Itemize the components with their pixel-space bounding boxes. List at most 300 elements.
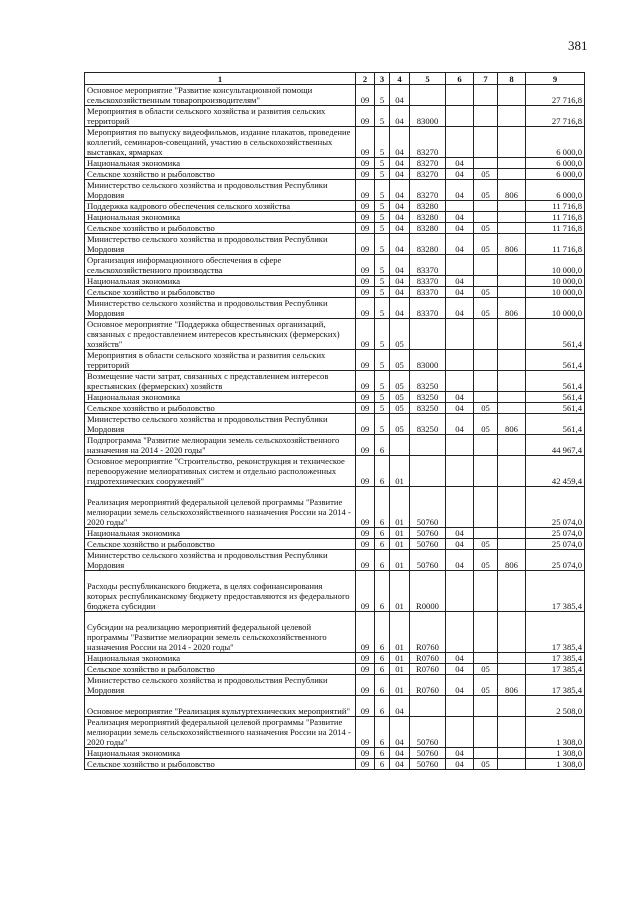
- table-row: [85, 234, 585, 255]
- code-target-cell: [410, 456, 446, 487]
- code-subsection-cell: 04: [390, 106, 410, 127]
- item-name-cell: Министерство сельского хозяйства и продовольствия Республики Мордовия: [85, 675, 356, 696]
- code-min-cell: 09: [356, 106, 375, 127]
- amount-cell: 17 385,4: [526, 653, 585, 664]
- amount-cell: 2 508,0: [526, 696, 585, 717]
- code-min-cell: 09: [356, 675, 375, 696]
- code-target-cell: R0000: [410, 571, 446, 612]
- code-section-cell: 5: [375, 287, 390, 298]
- item-name-cell: Сельское хозяйство и рыболовство: [85, 539, 356, 550]
- code-group-cell: [446, 456, 474, 487]
- item-name-cell: Организация информационного обеспечения в сфере сельскохозяйственного производства: [85, 255, 356, 276]
- table-row: [85, 127, 585, 158]
- code-subsection-cell: 04: [390, 276, 410, 287]
- code-expense-cell: [498, 717, 526, 748]
- code-expense-cell: 806: [498, 234, 526, 255]
- item-name-cell: Основное мероприятие "Реализация культуртехнических мероприятий": [85, 696, 356, 717]
- table-row: [85, 180, 585, 201]
- code-subgroup-cell: 05: [474, 223, 498, 234]
- table-row: [85, 539, 585, 550]
- table-row: [85, 201, 585, 212]
- code-subsection-cell: 01: [390, 612, 410, 653]
- code-section-cell: 5: [375, 350, 390, 371]
- code-section-cell: 5: [375, 85, 390, 106]
- item-name-cell: Сельское хозяйство и рыболовство: [85, 169, 356, 180]
- item-name-cell: Мероприятия в области сельского хозяйства и развития сельских территорий: [85, 350, 356, 371]
- code-subgroup-cell: 05: [474, 234, 498, 255]
- code-expense-cell: 806: [498, 180, 526, 201]
- item-name-cell: Министерство сельского хозяйства и продовольствия Республики Мордовия: [85, 414, 356, 435]
- code-section-cell: 6: [375, 653, 390, 664]
- code-group-cell: 04: [446, 539, 474, 550]
- code-expense-cell: [498, 212, 526, 223]
- amount-cell: 17 385,4: [526, 571, 585, 612]
- code-target-cell: R0760: [410, 612, 446, 653]
- amount-cell: 17 385,4: [526, 612, 585, 653]
- table-row: [85, 85, 585, 106]
- header-cell: 5: [410, 73, 446, 85]
- code-subsection-cell: 01: [390, 528, 410, 539]
- table-body: [85, 85, 585, 770]
- code-section-cell: 6: [375, 748, 390, 759]
- code-group-cell: 04: [446, 212, 474, 223]
- header-cell: 6: [446, 73, 474, 85]
- code-subgroup-cell: 05: [474, 675, 498, 696]
- code-section-cell: 6: [375, 696, 390, 717]
- code-group-cell: 04: [446, 675, 474, 696]
- code-min-cell: 09: [356, 487, 375, 528]
- code-target-cell: 83250: [410, 371, 446, 392]
- code-subsection-cell: 04: [390, 85, 410, 106]
- code-min-cell: 09: [356, 456, 375, 487]
- code-group-cell: [446, 696, 474, 717]
- code-group-cell: 04: [446, 528, 474, 539]
- code-section-cell: 5: [375, 319, 390, 350]
- code-section-cell: 5: [375, 169, 390, 180]
- table-row: [85, 664, 585, 675]
- table-row: [85, 350, 585, 371]
- code-target-cell: 50760: [410, 748, 446, 759]
- code-expense-cell: [498, 350, 526, 371]
- code-subsection-cell: 05: [390, 350, 410, 371]
- code-group-cell: 04: [446, 298, 474, 319]
- code-target-cell: 83000: [410, 106, 446, 127]
- amount-cell: 561,4: [526, 403, 585, 414]
- item-name-cell: Сельское хозяйство и рыболовство: [85, 759, 356, 770]
- code-min-cell: 09: [356, 759, 375, 770]
- code-min-cell: 09: [356, 696, 375, 717]
- code-group-cell: 04: [446, 653, 474, 664]
- code-subsection-cell: 05: [390, 371, 410, 392]
- code-min-cell: 09: [356, 664, 375, 675]
- code-group-cell: [446, 371, 474, 392]
- table-row: [85, 748, 585, 759]
- code-group-cell: 04: [446, 759, 474, 770]
- code-subgroup-cell: 05: [474, 180, 498, 201]
- header-cell: 2: [356, 73, 375, 85]
- code-target-cell: 83370: [410, 255, 446, 276]
- code-section-cell: 6: [375, 487, 390, 528]
- table-row: [85, 298, 585, 319]
- code-expense-cell: [498, 319, 526, 350]
- code-target-cell: 83370: [410, 298, 446, 319]
- code-target-cell: 50760: [410, 528, 446, 539]
- code-subgroup-cell: [474, 255, 498, 276]
- item-name-cell: Основное мероприятие "Развитие консультационной помощи сельскохозяйственным товаропроизводителям": [85, 85, 356, 106]
- code-subsection-cell: 01: [390, 456, 410, 487]
- table-row: [85, 487, 585, 528]
- code-target-cell: 50760: [410, 539, 446, 550]
- table-row: [85, 435, 585, 456]
- amount-cell: 6 000,0: [526, 169, 585, 180]
- table-row: [85, 287, 585, 298]
- code-section-cell: 5: [375, 234, 390, 255]
- code-min-cell: 09: [356, 201, 375, 212]
- code-target-cell: 83280: [410, 223, 446, 234]
- code-subsection-cell: 01: [390, 653, 410, 664]
- item-name-cell: Национальная экономика: [85, 212, 356, 223]
- code-section-cell: 5: [375, 298, 390, 319]
- amount-cell: 6 000,0: [526, 158, 585, 169]
- code-min-cell: 09: [356, 371, 375, 392]
- code-expense-cell: [498, 653, 526, 664]
- item-name-cell: Возмещение части затрат, связанных с представлением интересов крестьянских (фермерских) хозяйств: [85, 371, 356, 392]
- code-section-cell: 5: [375, 276, 390, 287]
- code-group-cell: 04: [446, 748, 474, 759]
- amount-cell: 10 000,0: [526, 276, 585, 287]
- code-target-cell: 83270: [410, 127, 446, 158]
- code-subsection-cell: 04: [390, 287, 410, 298]
- code-subgroup-cell: [474, 748, 498, 759]
- code-expense-cell: [498, 528, 526, 539]
- code-section-cell: 6: [375, 456, 390, 487]
- code-target-cell: [410, 435, 446, 456]
- code-subsection-cell: 04: [390, 201, 410, 212]
- code-target-cell: 83250: [410, 414, 446, 435]
- code-subgroup-cell: [474, 571, 498, 612]
- code-expense-cell: [498, 392, 526, 403]
- code-target-cell: 50760: [410, 550, 446, 571]
- item-name-cell: Сельское хозяйство и рыболовство: [85, 223, 356, 234]
- code-expense-cell: [498, 158, 526, 169]
- code-target-cell: 83280: [410, 212, 446, 223]
- amount-cell: 17 385,4: [526, 664, 585, 675]
- code-expense-cell: [498, 371, 526, 392]
- table-row: [85, 223, 585, 234]
- amount-cell: 25 074,0: [526, 487, 585, 528]
- code-min-cell: 09: [356, 550, 375, 571]
- code-section-cell: 6: [375, 675, 390, 696]
- code-min-cell: 09: [356, 85, 375, 106]
- code-section-cell: 5: [375, 201, 390, 212]
- code-group-cell: [446, 350, 474, 371]
- code-min-cell: 09: [356, 350, 375, 371]
- item-name-cell: Министерство сельского хозяйства и продовольствия Республики Мордовия: [85, 234, 356, 255]
- code-subsection-cell: 04: [390, 127, 410, 158]
- code-group-cell: [446, 717, 474, 748]
- code-min-cell: 09: [356, 276, 375, 287]
- table-row: [85, 528, 585, 539]
- code-section-cell: 6: [375, 528, 390, 539]
- table-row: [85, 403, 585, 414]
- code-target-cell: R0760: [410, 664, 446, 675]
- table-row: [85, 212, 585, 223]
- code-subsection-cell: [390, 435, 410, 456]
- amount-cell: 25 074,0: [526, 528, 585, 539]
- code-section-cell: 5: [375, 371, 390, 392]
- code-group-cell: [446, 435, 474, 456]
- header-cell: 8: [498, 73, 526, 85]
- item-name-cell: Реализация мероприятий федеральной целевой программы "Развитие мелиорации земель сельскохозяйственного назначения России на 2014 - 2020 годы": [85, 717, 356, 748]
- table-row: [85, 319, 585, 350]
- item-name-cell: Расходы республиканского бюджета, в целях софинансирования которых республиканскому бюджету предоставляются из федерального бюджета субсидии: [85, 571, 356, 612]
- table-row: [85, 612, 585, 653]
- code-subgroup-cell: [474, 319, 498, 350]
- code-subsection-cell: 04: [390, 234, 410, 255]
- code-target-cell: 83280: [410, 234, 446, 255]
- code-subgroup-cell: 05: [474, 414, 498, 435]
- code-target-cell: 83370: [410, 287, 446, 298]
- item-name-cell: Основное мероприятие "Поддержка общественных организаций, связанных с предоставлением интересов крестьянских (фермерских) хозяйств": [85, 319, 356, 350]
- code-subsection-cell: 04: [390, 212, 410, 223]
- item-name-cell: Национальная экономика: [85, 392, 356, 403]
- item-name-cell: Основное мероприятие "Строительство, реконструкция и техническое перевооружение мелиоративных систем и отдельно расположенных гидротехнических сооружений": [85, 456, 356, 487]
- code-min-cell: 09: [356, 414, 375, 435]
- table-row: [85, 571, 585, 612]
- code-subsection-cell: 05: [390, 319, 410, 350]
- code-subsection-cell: 05: [390, 392, 410, 403]
- item-name-cell: Национальная экономика: [85, 653, 356, 664]
- code-subsection-cell: 04: [390, 717, 410, 748]
- code-target-cell: 50760: [410, 487, 446, 528]
- code-subgroup-cell: 05: [474, 664, 498, 675]
- code-expense-cell: [498, 127, 526, 158]
- table-row: [85, 276, 585, 287]
- code-min-cell: 09: [356, 255, 375, 276]
- amount-cell: 25 074,0: [526, 539, 585, 550]
- code-min-cell: 09: [356, 717, 375, 748]
- item-name-cell: Мероприятия в области сельского хозяйства и развития сельских территорий: [85, 106, 356, 127]
- code-expense-cell: 806: [498, 414, 526, 435]
- code-expense-cell: [498, 223, 526, 234]
- code-target-cell: 83280: [410, 201, 446, 212]
- amount-cell: 1 308,0: [526, 748, 585, 759]
- code-subgroup-cell: [474, 106, 498, 127]
- code-subgroup-cell: 05: [474, 403, 498, 414]
- code-group-cell: [446, 487, 474, 528]
- code-group-cell: [446, 612, 474, 653]
- table-header-row: [85, 73, 585, 85]
- code-section-cell: 5: [375, 180, 390, 201]
- amount-cell: 11 716,8: [526, 212, 585, 223]
- amount-cell: 10 000,0: [526, 255, 585, 276]
- code-section-cell: 5: [375, 223, 390, 234]
- table-row: [85, 371, 585, 392]
- code-min-cell: 09: [356, 539, 375, 550]
- code-section-cell: 6: [375, 539, 390, 550]
- table-row: [85, 696, 585, 717]
- code-target-cell: [410, 696, 446, 717]
- code-target-cell: 83250: [410, 392, 446, 403]
- code-subgroup-cell: [474, 717, 498, 748]
- code-subgroup-cell: [474, 350, 498, 371]
- table-row: [85, 158, 585, 169]
- table-row: [85, 414, 585, 435]
- item-name-cell: Министерство сельского хозяйства и продовольствия Республики Мордовия: [85, 550, 356, 571]
- header-cell: 3: [375, 73, 390, 85]
- table-row: [85, 169, 585, 180]
- code-section-cell: 6: [375, 717, 390, 748]
- code-subsection-cell: 01: [390, 675, 410, 696]
- table-row: [85, 106, 585, 127]
- header-cell: 7: [474, 73, 498, 85]
- item-name-cell: Национальная экономика: [85, 276, 356, 287]
- code-group-cell: 04: [446, 223, 474, 234]
- code-expense-cell: [498, 201, 526, 212]
- code-expense-cell: [498, 539, 526, 550]
- budget-table: [84, 72, 585, 770]
- table-row: [85, 392, 585, 403]
- code-section-cell: 6: [375, 435, 390, 456]
- table-row: [85, 255, 585, 276]
- code-min-cell: 09: [356, 319, 375, 350]
- code-group-cell: 04: [446, 180, 474, 201]
- code-subsection-cell: 04: [390, 759, 410, 770]
- code-group-cell: 04: [446, 287, 474, 298]
- item-name-cell: Министерство сельского хозяйства и продовольствия Республики Мордовия: [85, 298, 356, 319]
- code-subsection-cell: 05: [390, 414, 410, 435]
- code-min-cell: 09: [356, 223, 375, 234]
- code-min-cell: 09: [356, 392, 375, 403]
- code-group-cell: 04: [446, 664, 474, 675]
- code-subgroup-cell: [474, 201, 498, 212]
- code-target-cell: 83370: [410, 276, 446, 287]
- code-expense-cell: [498, 435, 526, 456]
- item-name-cell: Национальная экономика: [85, 528, 356, 539]
- amount-cell: 44 967,4: [526, 435, 585, 456]
- code-expense-cell: [498, 612, 526, 653]
- code-expense-cell: [498, 748, 526, 759]
- item-name-cell: Сельское хозяйство и рыболовство: [85, 664, 356, 675]
- amount-cell: 561,4: [526, 414, 585, 435]
- code-min-cell: 09: [356, 169, 375, 180]
- code-group-cell: 04: [446, 414, 474, 435]
- code-subgroup-cell: [474, 85, 498, 106]
- table-row: [85, 653, 585, 664]
- code-section-cell: 6: [375, 571, 390, 612]
- code-target-cell: 50760: [410, 759, 446, 770]
- code-subsection-cell: 01: [390, 539, 410, 550]
- code-subsection-cell: 04: [390, 158, 410, 169]
- code-group-cell: [446, 255, 474, 276]
- amount-cell: 10 000,0: [526, 287, 585, 298]
- code-subgroup-cell: [474, 487, 498, 528]
- code-min-cell: 09: [356, 653, 375, 664]
- code-subsection-cell: 04: [390, 223, 410, 234]
- code-min-cell: 09: [356, 180, 375, 201]
- code-expense-cell: [498, 255, 526, 276]
- amount-cell: 11 716,8: [526, 223, 585, 234]
- header-cell: 4: [390, 73, 410, 85]
- code-target-cell: 83000: [410, 350, 446, 371]
- code-target-cell: R0760: [410, 675, 446, 696]
- item-name-cell: Подпрограмма "Развитие мелиорации земель сельскохозяйственного назначения на 2014 - 2020 годы": [85, 435, 356, 456]
- code-expense-cell: [498, 287, 526, 298]
- code-section-cell: 5: [375, 106, 390, 127]
- code-expense-cell: [498, 169, 526, 180]
- amount-cell: 1 308,0: [526, 759, 585, 770]
- code-target-cell: 83270: [410, 169, 446, 180]
- code-min-cell: 09: [356, 748, 375, 759]
- code-section-cell: 5: [375, 127, 390, 158]
- code-group-cell: 04: [446, 158, 474, 169]
- amount-cell: 11 716,8: [526, 201, 585, 212]
- code-min-cell: 09: [356, 127, 375, 158]
- code-expense-cell: 806: [498, 550, 526, 571]
- code-group-cell: 04: [446, 234, 474, 255]
- code-group-cell: 04: [446, 392, 474, 403]
- code-subgroup-cell: [474, 528, 498, 539]
- code-subsection-cell: 04: [390, 255, 410, 276]
- amount-cell: 42 459,4: [526, 456, 585, 487]
- code-min-cell: 09: [356, 571, 375, 612]
- code-expense-cell: [498, 571, 526, 612]
- item-name-cell: Поддержка кадрового обеспечения сельского хозяйства: [85, 201, 356, 212]
- code-expense-cell: [498, 664, 526, 675]
- code-section-cell: 6: [375, 759, 390, 770]
- code-expense-cell: [498, 276, 526, 287]
- code-expense-cell: [498, 487, 526, 528]
- code-min-cell: 09: [356, 298, 375, 319]
- code-min-cell: 09: [356, 403, 375, 414]
- code-subsection-cell: 04: [390, 748, 410, 759]
- amount-cell: 561,4: [526, 371, 585, 392]
- code-expense-cell: [498, 106, 526, 127]
- code-subgroup-cell: 05: [474, 550, 498, 571]
- item-name-cell: Национальная экономика: [85, 748, 356, 759]
- code-section-cell: 6: [375, 550, 390, 571]
- code-subsection-cell: 04: [390, 169, 410, 180]
- item-name-cell: Субсидии на реализацию мероприятий федеральной целевой программы "Развитие мелиорации земель сельскохозяйственного назначения России на 2014 - 2020 годы": [85, 612, 356, 653]
- code-subgroup-cell: [474, 696, 498, 717]
- code-section-cell: 5: [375, 414, 390, 435]
- item-name-cell: Министерство сельского хозяйства и продовольствия Республики Мордовия: [85, 180, 356, 201]
- code-group-cell: [446, 571, 474, 612]
- code-section-cell: 5: [375, 212, 390, 223]
- code-group-cell: [446, 106, 474, 127]
- code-section-cell: 5: [375, 158, 390, 169]
- amount-cell: 6 000,0: [526, 180, 585, 201]
- code-expense-cell: [498, 696, 526, 717]
- code-target-cell: 50760: [410, 717, 446, 748]
- code-subgroup-cell: 05: [474, 539, 498, 550]
- code-section-cell: 6: [375, 612, 390, 653]
- code-subsection-cell: 01: [390, 550, 410, 571]
- code-subgroup-cell: [474, 158, 498, 169]
- amount-cell: 561,4: [526, 350, 585, 371]
- amount-cell: 25 074,0: [526, 550, 585, 571]
- code-min-cell: 09: [356, 234, 375, 255]
- code-group-cell: 04: [446, 550, 474, 571]
- code-min-cell: 09: [356, 528, 375, 539]
- code-subgroup-cell: [474, 212, 498, 223]
- amount-cell: 10 000,0: [526, 298, 585, 319]
- code-subsection-cell: 05: [390, 403, 410, 414]
- code-expense-cell: [498, 456, 526, 487]
- amount-cell: 1 308,0: [526, 717, 585, 748]
- code-subsection-cell: 04: [390, 298, 410, 319]
- code-subsection-cell: 01: [390, 571, 410, 612]
